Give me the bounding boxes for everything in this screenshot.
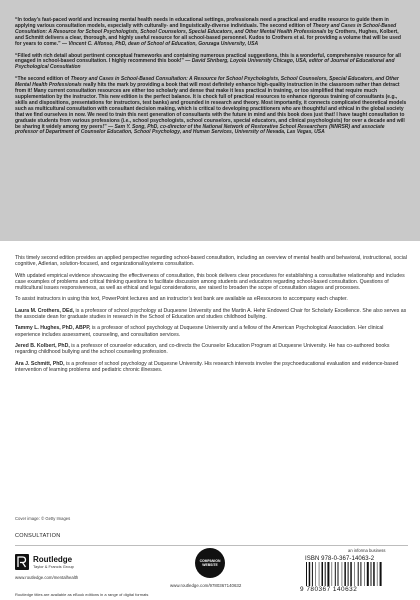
- badge-label: COMPANION: [199, 559, 221, 563]
- barcode: [305, 562, 409, 586]
- description-paragraph: With updated empirical evidence showcasing the effectiveness of consultation, this book delivers clear procedures for establishing a consultative relationship and includes case examples of problems and critical thinking questions to facilitate discussion among students and educators regarding school-based consultation. Questions of multicultural issues responsiveness, as well as ethical and legal considerations, are raised to broaden the scope of consultation stages and processes.: [15, 272, 405, 292]
- endorsements-text: [15, 18, 408, 142]
- routledge-logo-icon: [15, 554, 29, 570]
- author-name: Tammy L. Hughes, PhD, ABPP,: [15, 325, 91, 332]
- description-section: [15, 255, 408, 378]
- ebook-note: Routledge titles are available as eBook editions in a range of digital formats: [15, 592, 149, 597]
- subject-category: CONSULTATION: [15, 533, 61, 539]
- author-bio-text: is a professor of school psychology at Duquesne University. His research interests involve the psychoeducational evaluation and evidence-based intervention of learning problems and pediatric chronic illnesses.: [15, 360, 399, 373]
- barcode-digits: 9 780367 140632: [300, 586, 358, 593]
- endorsement-quote: really hits the mark by providing a book that will most definitely enhance high-quality instruction in the classroom rather than detract from it! Many current consultation resources are either too scholarly and dense that make it less practical in training, or too simplified that require much supplementation by the instructor. This new edition is the perfect balance. It is chock full of practical resources to enhance rigorous training of consultants (e.g., skills and dispositions, presentations for instructors, test banks) and grounded in research and theory. Most importantly, it connects complicated theoretical models such as multicultural consultation with consultant decision making, which is critical to developing practitioners who are thoughtful and ethical in the global society that we find ourselves in now. We need to train this next generation of consultants with the future in mind and this book does just that! I have taught consultation to graduate students from various professions (i.e., school psychologists, school counselors, special educators, and clinical psychologists) for over a decade and will be sharing it widely among my peers!” —: [15, 82, 407, 130]
- publisher-url: www.routledge.com/mentalhealth: [15, 575, 79, 580]
- companion-website-badge: [195, 548, 225, 578]
- author-bio: [15, 308, 408, 321]
- author-bio: [15, 325, 408, 338]
- endorsement-book-title: Theory and Cases in School-Based Consultation: A Resource for School Psychologists, School Counselors, Special Educators, and Other Mental Health Professionals: [15, 22, 397, 35]
- endorsement-quote: “Filled with rich detail about pertinent conceptual frameworks and containing numerous practical suggestions, this is a wonderful, comprehensive resource for all engaged in school-based consultation. I highly recommend this book!” —: [15, 52, 401, 65]
- badge-label: WEBSITE: [202, 563, 218, 567]
- publisher-name: Routledge: [33, 555, 73, 564]
- endorsement-book-title: Theory and Cases in School-Based Consultation: A Resource for School Psychologists, School Counselors, Special Educators, and Other Mental Health Professionals: [15, 76, 399, 89]
- informa-mark: an informa business: [348, 548, 386, 553]
- author-name: Ara J. Schmitt, PhD,: [15, 360, 65, 367]
- author-bio-text: is a professor of school psychology at Duquesne University and the Martin A. Hehir Endowed Chair for Scholarly Excellence. She also serves as the associate dean for graduate studies in research in the School of Education and studies childhood bullying.: [15, 307, 407, 321]
- endorsement-attribution: David Shriberg, Loyola University Chicago, USA, editor of Journal of Educational and Psychological Consultation: [15, 58, 395, 71]
- publisher-subtitle: Taylor & Francis Group: [33, 564, 74, 569]
- book-url: www.routledge.com/9780367140632: [170, 583, 242, 588]
- publisher-logo: [15, 554, 74, 570]
- author-name: Jered B. Kolbert, PhD,: [15, 342, 70, 349]
- author-bio: [15, 361, 408, 374]
- author-bio-text: is a professor of school psychology at Duquesne University and a fellow of the American Psychological Association. Her clinical experience includes assessment, counseling, and consultation services.: [15, 325, 384, 338]
- divider: [15, 545, 408, 546]
- cover-image-credit: Cover image: © Getty Images: [15, 516, 71, 521]
- author-bio-text: is a professor of counselor education, and co-directs the Counselor Education Program at Duquesne University. He has co-authored books regarding childhood bullying and the school counseling profession.: [15, 342, 390, 356]
- isbn: ISBN 978-0-367-14063-2: [305, 556, 375, 562]
- endorsement-3: [15, 77, 408, 136]
- endorsement-quote: “The second edition of: [15, 76, 71, 83]
- endorsements-panel: [0, 0, 420, 241]
- endorsement-2: [15, 54, 408, 72]
- description-paragraph: This timely second edition provides an applied perspective regarding school-based consultation, including an overview of mental health and behavioral, instructional, social cognitive, Adlerian, solution-focused, and organizational/systems consultation.: [15, 255, 407, 268]
- endorsement-attribution: Sam Y. Song, PhD, co-director of the National Network of Restorative School Researchers (NNRSR) and associate professor of Department of Counselor Education, School Psychology, and Human Services, University of Nevada, Las Vegas, USA: [15, 123, 385, 136]
- author-bio: [15, 343, 408, 356]
- author-name: Laura M. Crothers, DEd,: [15, 307, 75, 314]
- endorsement-attribution: Vincent C. Alfonso, PhD, dean of School of Education, Gonzaga University, USA: [68, 40, 259, 47]
- endorsement-quote: by Crothers, Hughes, Kolbert, and Schmitt delivers a clear, thorough, and highly useful resource for all school-based personnel. Kudos to Crothers et al. for providing a volume that will be used for years to come.” —: [15, 28, 401, 47]
- endorsement-quote: “In today’s fast-paced world and increasing mental health needs in educational settings, professionals need a practical and erudite resource to guide them in applying various consultation models, especially with culturally- and linguistically-diverse individuals. The second edition of: [15, 17, 389, 29]
- description-paragraph: To assist instructors in using this text, PowerPoint lectures and an instructor’s test bank are available as eResources to accompany each chapter.: [15, 296, 348, 303]
- endorsement-1: [15, 18, 408, 48]
